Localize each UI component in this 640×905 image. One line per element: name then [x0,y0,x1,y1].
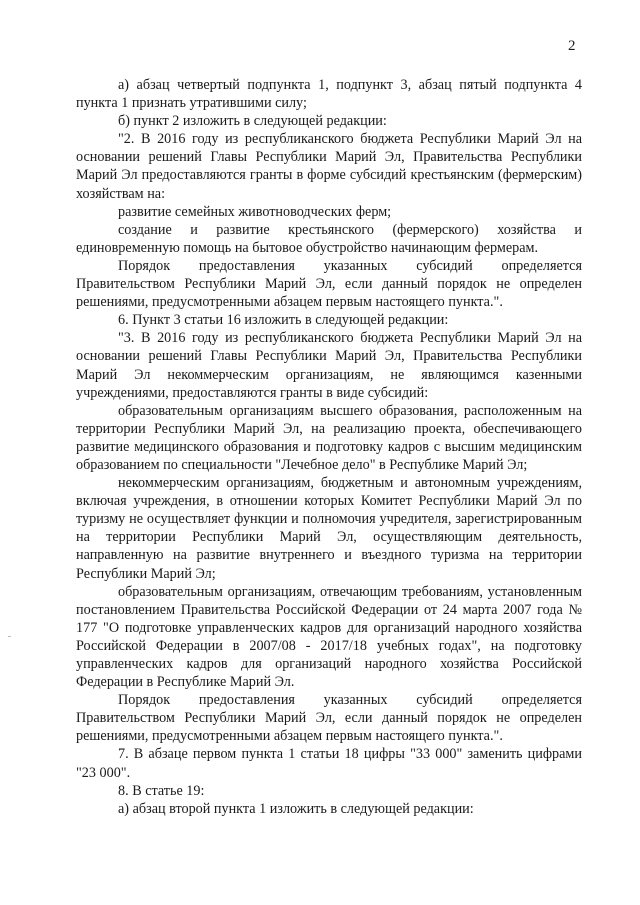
paragraph-10: некоммерческим организациям, бюджетным и автономным учреждениям, включая учреждения, в отношении которых Комитет Республики Марий Эл по туризму не осуществляет функции и полномочия учредителя, зарегистрированным на территории Республики Марий Эл, осуществляющим деятельность, направленную на развитие внутреннего и въездного туризма на территории Республики Марий Эл; [76,475,582,582]
paragraph-12: Порядок предоставления указанных субсидий определяется Правительством Республики Марий Эл, если данный порядок не определен решениями, предусмотренными абзацем первым настоящего пункта.". [76,692,582,745]
paragraph-1: а) абзац четвертый подпункта 1, подпункт 3, абзац пятый подпункта 4 пункта 1 признать утратившими силу; [76,77,582,112]
paragraph-4: развитие семейных животноводческих ферм; [118,203,392,220]
page-number: 2 [568,38,576,54]
paragraph-6: Порядок предоставления указанных субсидий определяется Правительством Республики Марий Эл, если данный порядок не определен решениями, предусмотренными абзацем первым настоящего пункта.". [76,257,582,311]
paragraph-9: образовательным организациям высшего образования, расположенным на территории Республики Марий Эл, на реализацию проекта, обеспечивающего развитие медицинского образования и подготовку кадров с высшим медицинским образованием по специальности "Лечебное дело" в Республике Марий Эл; [76,402,582,473]
paragraph-5: создание и развитие крестьянского (фермерского) хозяйства и единовременную помощь на бытовое обустройство начинающим фермерам. [76,221,582,256]
paragraph-11: образовательным организациям, отвечающим требованиям, установленным постановлением Правительства Российской Федерации от 24 марта 2007 года № 177 "О подготовке управленческих кадров для организаций народного хозяйства Российской Федерации в 2007/08 - 2017/18 учебных годах", на подготовку управленческих кадров для организаций народного хозяйства Российской Федерации в Республике Марий Эл. [76,583,582,691]
paragraph-8: "3. В 2016 году из республиканского бюджета Республики Марий Эл на основании решений Главы Республики Марий Эл, Правительства Республики Марий Эл некоммерческим организациям, не являющимся казенными учреждениями, предоставляются гранты в виде субсидий: [76,330,582,401]
paragraph-15: а) абзац второй пункта 1 изложить в следующей редакции: [118,800,474,817]
document-body [76,76,582,818]
paragraph-7: 6. Пункт 3 статьи 16 изложить в следующей редакции: [118,312,449,329]
paragraph-3: "2. В 2016 году из республиканского бюджета Республики Марий Эл на основании решений Главы Республики Марий Эл, Правительства Республики Марий Эл предоставляются гранты в форме субсидий крестьянским (фермерским) хозяйствам на: [76,131,582,202]
paragraph-2: б) пункт 2 изложить в следующей редакции: [118,113,387,130]
paragraph-14: 8. В статье 19: [118,782,205,799]
margin-mark [8,636,11,637]
paragraph-13: 7. В абзаце первом пункта 1 статьи 18 цифры "33 000" заменить цифрами "23 000". [76,746,582,781]
